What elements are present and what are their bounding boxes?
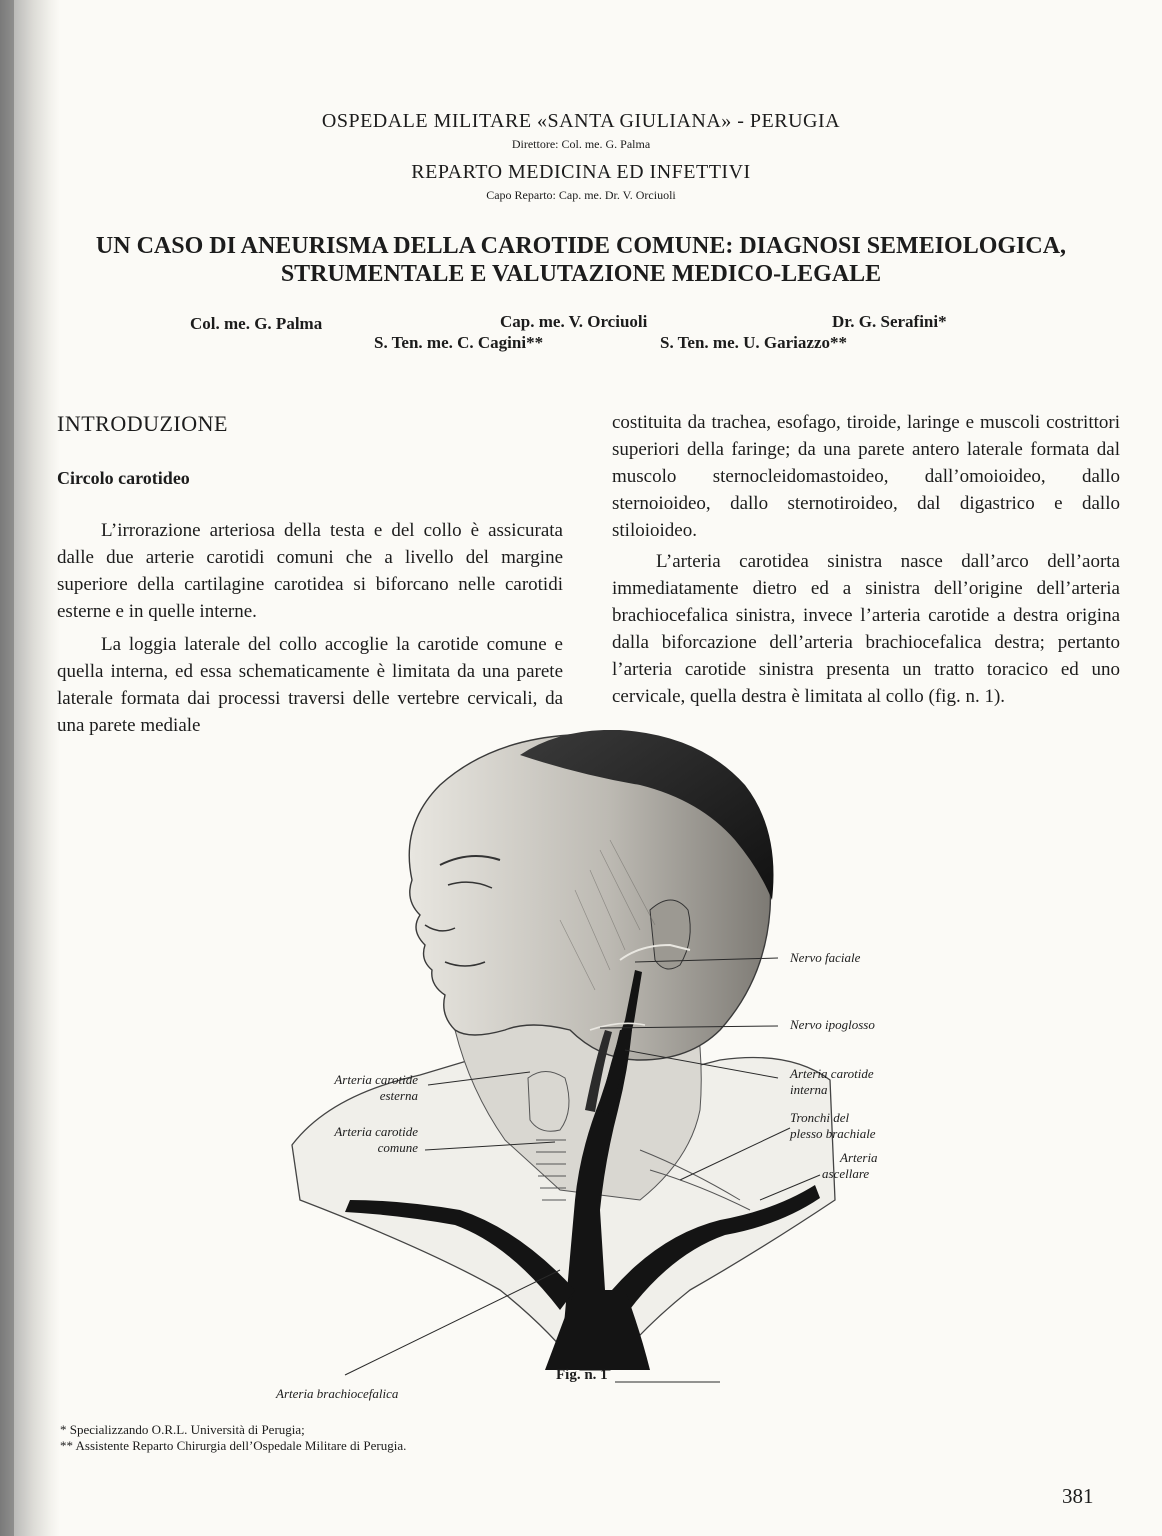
label-line: ascellare: [822, 1166, 870, 1181]
label-nervo-ipoglosso: Nervo ipoglosso: [790, 1017, 875, 1032]
title-line-2: STRUMENTALE E VALUTAZIONE MEDICO-LEGALE: [280, 261, 882, 287]
label-line: interna: [790, 1082, 828, 1097]
label-line: Tronchi del: [790, 1110, 850, 1125]
title-line-1: UN CASO DI ANEURISMA DELLA CAROTIDE COMUNE: DIAGNOSI SEMEIOLOGICA,: [95, 233, 1067, 259]
hospital-name: OSPEDALE MILITARE «SANTA GIULIANA» - PERUGIA: [321, 110, 841, 132]
label-arteria-brachiocefalica: Arteria brachiocefalica: [276, 1386, 399, 1401]
label-line: comune: [377, 1140, 418, 1155]
ward-name: REPARTO MEDICINA ED INFETTIVI: [411, 161, 751, 183]
body-column-left: [57, 517, 563, 739]
author-3: Dr. G. Serafini*: [832, 312, 947, 331]
paragraph: costituita da trachea, esofago, tiroide, laringe e muscoli costrittori superiori della faringe; da una parete antero laterale formata dal muscolo sternocleidomastoideo, dall’omoioideo, dallo sternoioideo, dallo sternotiroideo, dal digastrico e dallo stiloioideo.: [612, 412, 1120, 541]
footnote-1: * Specializzando O.R.L. Università di Perugia;: [60, 1422, 305, 1437]
label-line: Arteria carotide: [334, 1072, 418, 1087]
label-line: Arteria: [840, 1150, 878, 1165]
label-nervo-faciale: Nervo faciale: [790, 950, 861, 965]
head-neck-illustration: [0, 730, 1162, 1410]
body-column-right: [612, 409, 1120, 710]
label-line: Arteria carotide: [790, 1066, 874, 1081]
author-5: S. Ten. me. U. Gariazzo**: [660, 333, 847, 352]
paragraph: L’irrorazione arteriosa della testa e del collo è assicurata dalle due arterie carotidi comuni che a livello del margine superiore della cartilagine carotidea si biforcano nelle carotidi esterne e in quelle interne.: [57, 520, 563, 622]
label-line: plesso brachiale: [790, 1126, 876, 1141]
paragraph: L’arteria carotidea sinistra nasce dall’arco dell’aorta immediatamente dietro ed a sinistra dell’origine dell’arteria brachiocefalica sinistra, invece l’arteria carotide a destra origina dalla biforcazione dell’arteria brachiocefalica destra; pertanto l’arteria carotide sinistra presenta un tratto toracico ed uno cervicale, quella destra è limitata al collo (fig. n. 1).: [612, 551, 1120, 707]
author-2: Cap. me. V. Orciuoli: [500, 312, 648, 331]
label-carotide-comune: [312, 1124, 418, 1156]
label-line: esterna: [379, 1088, 418, 1103]
section-heading: INTRODUZIONE: [57, 411, 228, 436]
label-carotide-interna: [790, 1066, 874, 1098]
ward-head-line: Capo Reparto: Cap. me. Dr. V. Orciuoli: [486, 188, 676, 202]
subsection-heading: Circolo carotideo: [57, 468, 190, 488]
director-line: Direttore: Col. me. G. Palma: [511, 137, 651, 151]
author-1: Col. me. G. Palma: [190, 314, 323, 333]
label-tronchi-plesso-brachiale: [790, 1110, 876, 1142]
paragraph: La loggia laterale del collo accoglie la carotide comune e quella interna, ed essa schematicamente è limitata da una parete laterale formata dai processi traversi delle vertebre cervicali, da una parete mediale: [57, 634, 563, 736]
footnote-2: ** Assistente Reparto Chirurgia dell’Ospedale Militare di Perugia.: [60, 1438, 407, 1453]
author-4: S. Ten. me. C. Cagini**: [374, 333, 544, 352]
anatomy-figure: [0, 730, 1162, 1410]
paper-title: [30, 232, 1132, 288]
label-arteria-ascellare: [822, 1150, 878, 1182]
label-line: Arteria carotide: [334, 1124, 418, 1139]
figure-caption: Fig. n. 1: [556, 1367, 608, 1383]
label-carotide-esterna: [312, 1072, 418, 1104]
page-number: 381: [1062, 1484, 1094, 1508]
